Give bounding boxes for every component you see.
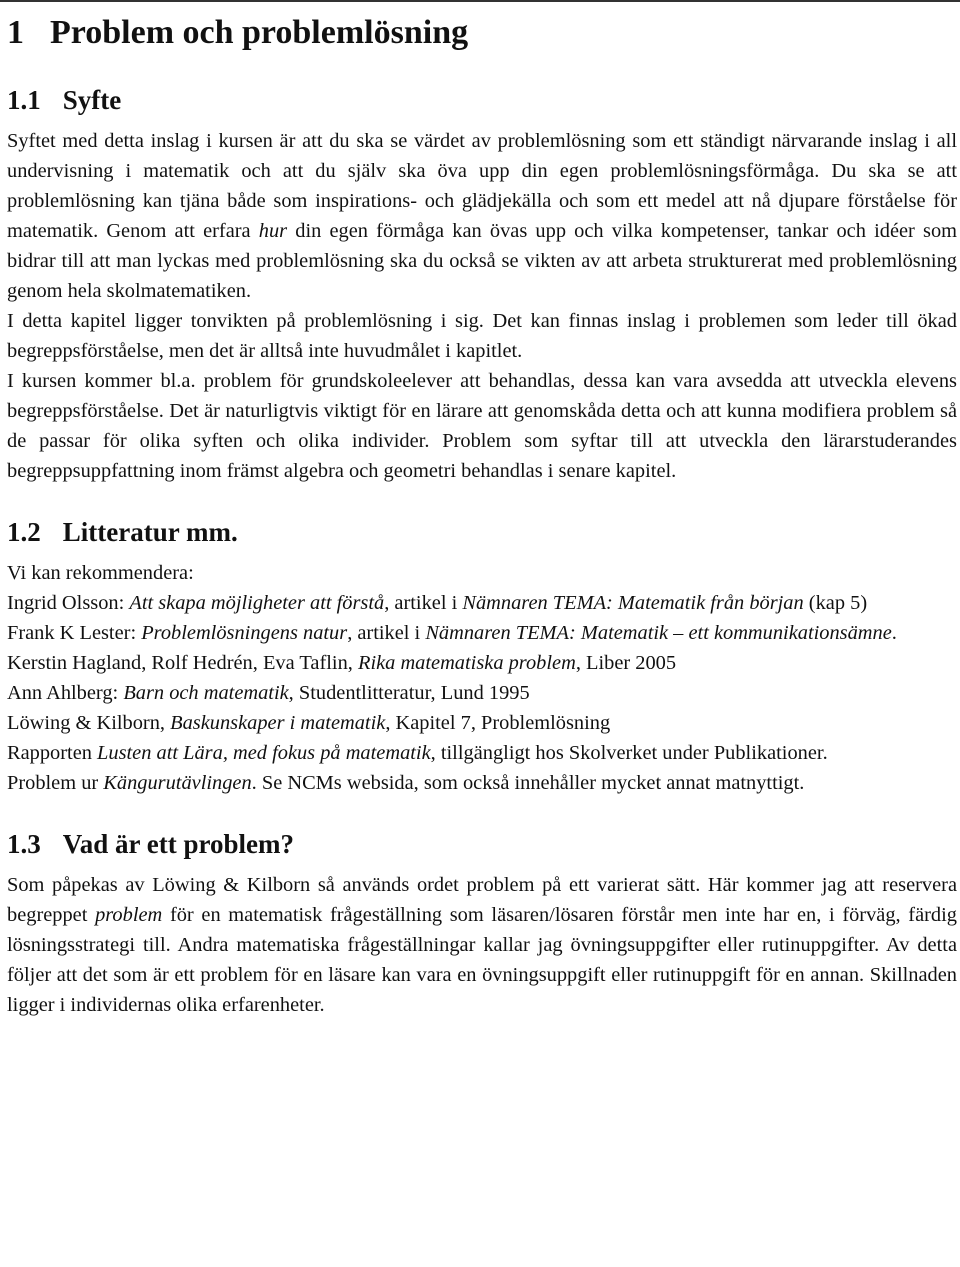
emphasis-text: Problemlösningens natur	[141, 622, 348, 644]
emphasis-text: Nämnaren TEMA: Matematik – ett kommunikationsämne	[425, 622, 892, 644]
emphasis-text: hur	[258, 220, 288, 242]
section-heading-vad-ar-ett-problem	[7, 824, 957, 864]
emphasis-text: problem	[95, 904, 163, 926]
document-page	[7, 10, 957, 1046]
text-run: , tillgängligt hos Skolverket under Publikationer.	[430, 742, 828, 764]
emphasis-text: Barn och matematik	[123, 682, 289, 704]
chapter-title: Problem och problemlösning	[50, 14, 469, 51]
emphasis-text: Nämnaren TEMA: Matematik från början	[462, 592, 804, 614]
section-vad-ar-ett-problem	[7, 824, 957, 1020]
emphasis-text: Rika matematiska problem	[357, 652, 576, 674]
text-run: för en matematisk frågeställning som läsaren/lösaren förstår men inte har en, i förväg, färdig lösningsstrategi till. Andra matematiska frågeställningar kallar jag övningsuppgifter eller rutinuppgifter. Av detta följer att det som är ett problem för en läsare kan vara en övningsuppgift eller rutinuppgift för en annan. Skillnaden ligger i individernas olika erfarenheter.	[7, 904, 957, 1016]
literature-list	[7, 588, 957, 798]
emphasis-text: Kängurutävlingen	[103, 772, 252, 794]
literature-item	[7, 678, 957, 708]
section-heading-syfte	[7, 80, 957, 120]
text-run: , Liber 2005	[575, 652, 677, 674]
section-number: 1.3	[7, 829, 41, 859]
literature-intro: Vi kan rekommendera:	[7, 562, 194, 584]
text-run: Frank K Lester:	[7, 622, 142, 644]
section-heading-litteratur	[7, 512, 957, 552]
section-number: 1.1	[7, 85, 41, 115]
text-run: Ingrid Olsson:	[7, 592, 130, 614]
text-run: . Se NCMs websida, som också innehåller mycket annat matnyttigt.	[251, 772, 805, 794]
text-run: Löwing & Kilborn,	[7, 712, 171, 734]
section-number: 1.2	[7, 517, 41, 547]
literature-item	[7, 768, 957, 798]
text-run: Problem ur	[7, 772, 104, 794]
paragraph-syfte-2: I detta kapitel ligger tonvikten på problemlösning i sig. Det kan finnas inslag i problemen som leder till ökad begreppsförståelse, men det är alltså inte huvudmålet i kapitlet.	[7, 310, 957, 362]
literature-item	[7, 708, 957, 738]
section-title: Litteratur mm.	[62, 517, 238, 547]
text-run: Rapporten	[7, 742, 98, 764]
text-run: Som påpekas av Löwing & Kilborn så används ordet problem på ett varierat sätt. Här kommer jag att reservera begreppet	[7, 874, 957, 926]
emphasis-text: Baskunskaper i matematik	[170, 712, 386, 734]
section-title: Vad är ett problem?	[62, 829, 295, 859]
literature-item	[7, 618, 957, 648]
chapter-number: 1	[7, 14, 24, 51]
paragraph-problem-1	[7, 870, 957, 1020]
section-litteratur	[7, 512, 957, 798]
text-run: din egen förmåga kan övas upp och vilka kompetenser, tankar och idéer som bidrar till att man lyckas med problemlösning ska du också se vikten av att arbeta strukturerat med problemlösning genom hela skolmatematiken.	[7, 220, 957, 302]
text-run: Syftet med detta inslag i kursen är att du ska se värdet av problemlösning som ett ständigt närvarande inslag i all undervisning i matematik och att du själv ska öva upp din egen problemlösningsförmåga. Du ska se att problemlösning kan tjäna både som inspirations- och glädjekälla och som ett medel att nå djupare förståelse för matematik. Genom att erfara	[7, 130, 957, 242]
paragraph-syfte-3: I kursen kommer bl.a. problem för grundskoleelever att behandlas, dessa kan vara avsedda att utveckla elevens begreppsförståelse. Det är naturligtvis viktigt för en lärare att genomskåda detta och att kunna modifiera problem så de passar för olika syften och olika individer. Problem som syftar till att utveckla den lärarstuderandes begreppsuppfattning inom främst algebra och geometri behandlas i senare kapitel.	[7, 370, 957, 482]
section-syfte	[7, 80, 957, 486]
top-rule	[0, 0, 960, 2]
text-run: Kerstin Hagland, Rolf Hedrén, Eva Taflin,	[7, 652, 358, 674]
text-run: , artikel i	[384, 592, 463, 614]
literature-item	[7, 588, 957, 618]
text-run: , Studentlitteratur, Lund 1995	[288, 682, 530, 704]
section-title: Syfte	[62, 85, 122, 115]
literature-item	[7, 738, 957, 768]
emphasis-text: Lusten att Lära, med fokus på matematik	[97, 742, 431, 764]
text-run: .	[891, 622, 897, 644]
text-run: , Kapitel 7, Problemlösning	[385, 712, 611, 734]
literature-item	[7, 648, 957, 678]
emphasis-text: Att skapa möjligheter att förstå	[129, 592, 385, 614]
text-run: Ann Ahlberg:	[7, 682, 124, 704]
chapter-heading	[7, 10, 957, 56]
text-run: , artikel i	[347, 622, 426, 644]
text-run: (kap 5)	[803, 592, 868, 614]
paragraph-syfte-1	[7, 126, 957, 306]
